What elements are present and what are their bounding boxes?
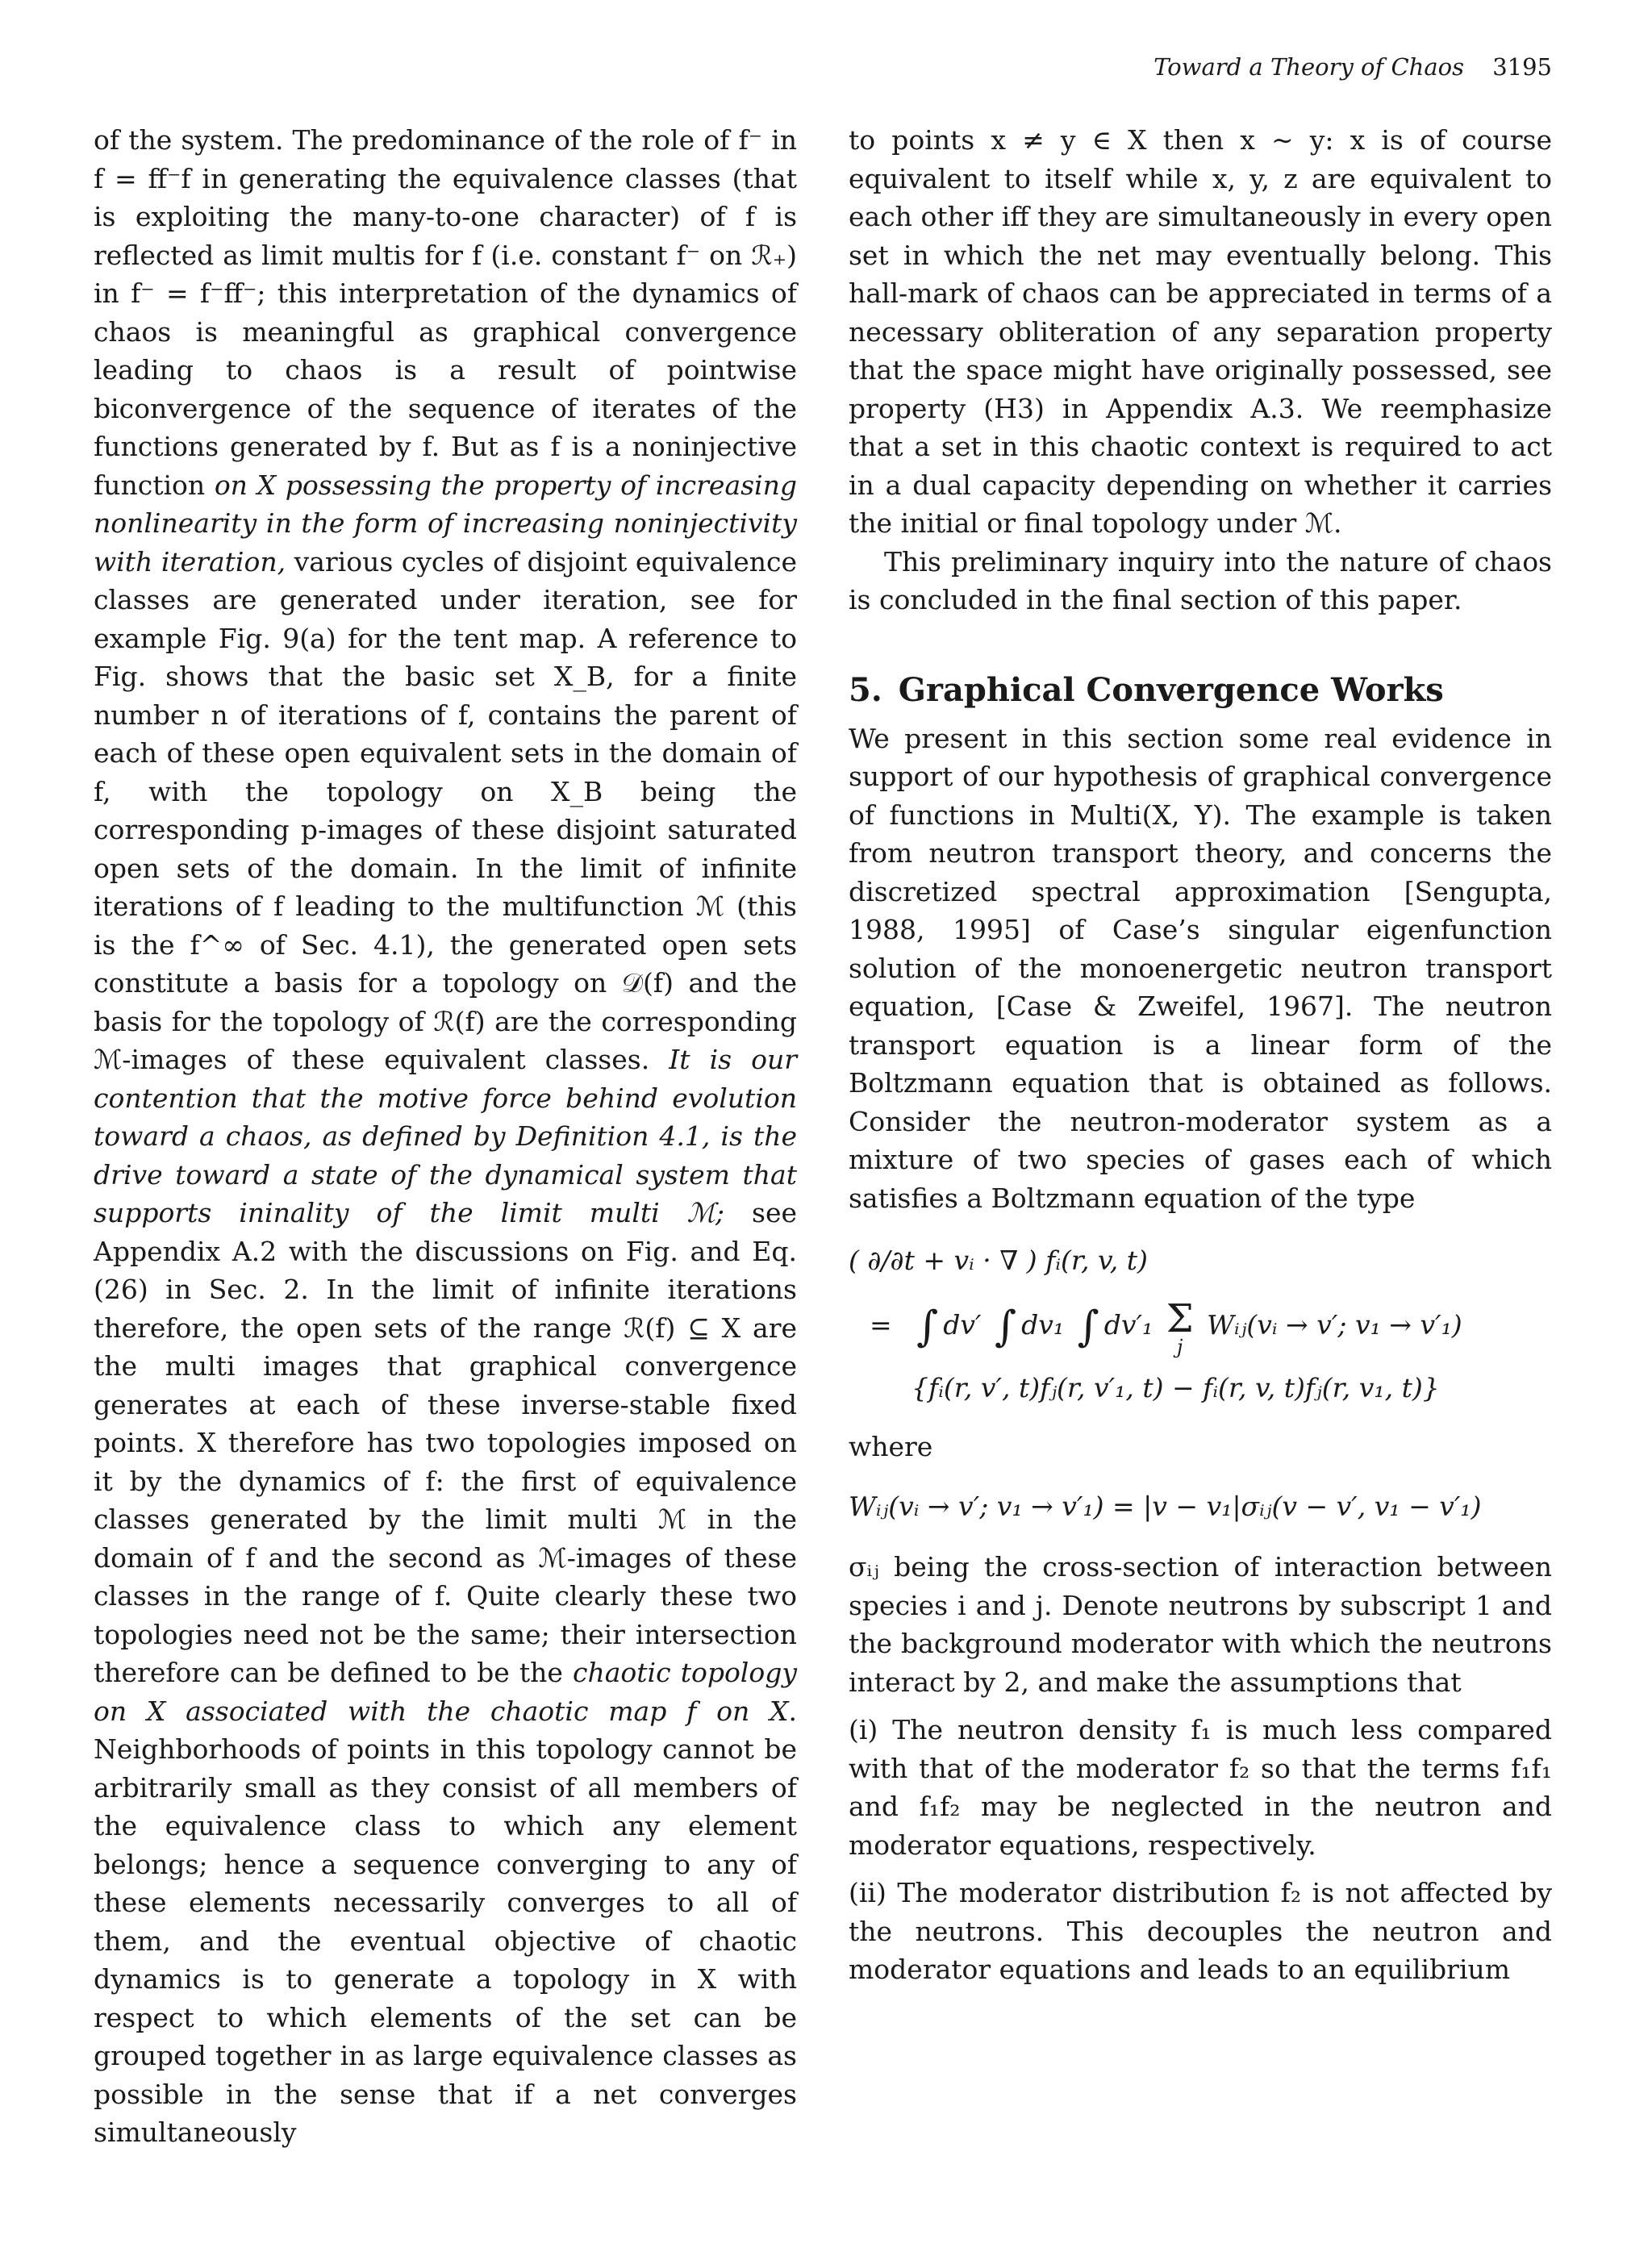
page-number: 3195 [1492, 53, 1552, 81]
running-title: Toward a Theory of Chaos [1153, 53, 1464, 81]
sum-index: j [1176, 1335, 1183, 1358]
equation-rhs [849, 1295, 1552, 1358]
paragraph-chaos-topology [94, 121, 797, 2152]
integral-sign: ∫ [1077, 1302, 1099, 1351]
assumption-item-1: (i) The neutron density f₁ is much less compared with that of the moderator f₂ so that the terms f₁f₁ and f₁f₂ may be neglected in the neutron and moderator equations, respectively. [849, 1714, 1552, 1861]
summation [1166, 1295, 1194, 1358]
section-heading [849, 666, 1552, 715]
kernel-equation: Wᵢⱼ(vᵢ → v′; v₁ → v′₁) = |v − v₁|σᵢⱼ(v − v′, v₁ − v′₁) [849, 1490, 1482, 1522]
paragraph-continuation: to points x ≠ y ∈ X then x ∼ y: x is of course equivalent to itself while x, y, z are equivalent to each other iff they are simultaneously in every open set in which the net may eventually belong. This hall-mark of chaos can be appreciated in terms of a necessary obliteration of any separation property that the space might have originally possessed, see property (H3) in Appendix A.3. We reemphasize that a set in this chaotic context is required to act in a dual capacity depending on whether it carries the initial or final topology under ℳ. [849, 124, 1552, 539]
equation-lhs: ( ∂/∂t + vᵢ · ∇ ) fᵢ(r, v, t) [849, 1245, 1148, 1276]
integral-sign: ∫ [916, 1302, 939, 1351]
equation-collision-term: {fᵢ(r, v′, t)fⱼ(r, v′₁, t) − fᵢ(r, v, t)fⱼ(r, v₁, t)} [912, 1371, 1440, 1403]
sum-sign: Σ [1166, 1295, 1194, 1341]
paragraph-intro: We present in this section some real evidence in support of our hypothesis of graphical convergence of functions in Multi(X, Y). The example is taken from neutron transport theory, and concerns the discretized spectral approximation [Sengupta, 1988, 1995] of Case’s singular eigenfunction solution of the monoenergetic neutron transport equation, [Case & Zweifel, 1967]. The neutron transport equation is a linear form of the Boltzmann equation that is obtained as follows. Consider the neutron-moderator system as a mixture of two species of gases each of which satisfies a Boltzmann equation of the type [849, 722, 1552, 1214]
italic-run: chaotic topology on X associated with the chaotic map f on X [94, 1657, 797, 1727]
integral-sign: ∫ [995, 1302, 1017, 1351]
italic-run: on X possessing the property of increasing nonlinearity in the form of increasing noninjectivity with iteration, [94, 469, 797, 578]
differential: dv′₁ [1103, 1308, 1153, 1341]
differential: dv′ [943, 1308, 982, 1341]
where-text: where [849, 1431, 933, 1462]
text-run: of the system. The predominance of the role of f⁻ in f = ff⁻f in generating the equivalence classes (that is exploiting the many-to-one character) of f is reflected as limit multis for f (i.e. constant f⁻ on ℛ₊) in f⁻ = f⁻ff⁻; this interpretation of the dynamics of chaos is meaningful as graphical convergence leading to chaos is a result of pointwise biconvergence of the sequence of iterates of the functions generated by f. But as f is a noninjective function [94, 124, 797, 501]
paragraph-cross-section: σᵢⱼ being the cross-section of interaction between species i and j. Denote neutrons by subscript 1 and the background moderator with which the neutrons interact by 2, and make the assumptions that [849, 1551, 1552, 1698]
section-title: Graphical Convergence Works [898, 670, 1444, 709]
italic-run: It is our contention that the motive force behind evolution toward a chaos, as defined by Definition 4.1, is the drive toward a state of the dynamical system that supports ininality of the limit multi ℳ; [94, 1044, 797, 1228]
text-run: . Neighborhoods of points in this topology cannot be arbitrarily small as they consist of all members of the equivalence class to which any element belongs; hence a sequence converging to any of these elements necessarily converges to all of them, and the eventual objective of chaotic dynamics is to generate a topology in X with respect to which elements of the set can be grouped together in as large equivalence classes as possible in the sense that if a net converges simultaneously [94, 1695, 797, 2148]
kernel: Wᵢⱼ(vᵢ → v′; v₁ → v′₁) [1207, 1308, 1462, 1341]
boltzmann-equation [849, 1241, 1552, 1407]
right-column [849, 121, 1552, 1989]
paragraph-preliminary: This preliminary inquiry into the nature of chaos is concluded in the final section of this paper. [849, 545, 1552, 615]
section-number: 5. [849, 670, 882, 709]
assumption-item-2: (ii) The moderator distribution f₂ is not affected by the neutrons. This decouples the neutron and moderator equations and leads to an equilibrium [849, 1877, 1552, 1985]
text-run: see Appendix A.2 with the discussions on Fig. and Eq. (26) in Sec. 2. In the limit of infinite iterations therefore, the open sets of the range ℛ(f) ⊆ X are the multi images that graphical convergence generates at each of these inverse-stable fixed points. X therefore has two topologies imposed on it by the dynamics of f: the first of equivalence classes generated by the limit multi ℳ in the domain of f and the second as ℳ-images of these classes in the range of f. Quite clearly these two topologies need not be the same; their intersection therefore can be defined to be the [94, 1197, 798, 1688]
equals-sign: = [870, 1308, 892, 1341]
differential: dv₁ [1021, 1308, 1065, 1341]
left-column [94, 121, 797, 2152]
text-run: various cycles of disjoint equivalence classes are generated under iteration, see for example Fig. 9(a) for the tent map. A reference to Fig. shows that the basic set X_B, for a finite number n of iterations of f, contains the parent of each of these open equivalent sets in the domain of f, with the topology on X_B being the corresponding p-images of these disjoint saturated open sets of the domain. In the limit of infinite iterations of f leading to the multifunction ℳ (this is the f^∞ of Sec. 4.1), the generated open sets constitute a basis for a topology on 𝒟(f) and the basis for the topology of ℛ(f) are the corresponding ℳ-images of these equivalent classes. [94, 545, 797, 1075]
running-header [1153, 53, 1552, 81]
